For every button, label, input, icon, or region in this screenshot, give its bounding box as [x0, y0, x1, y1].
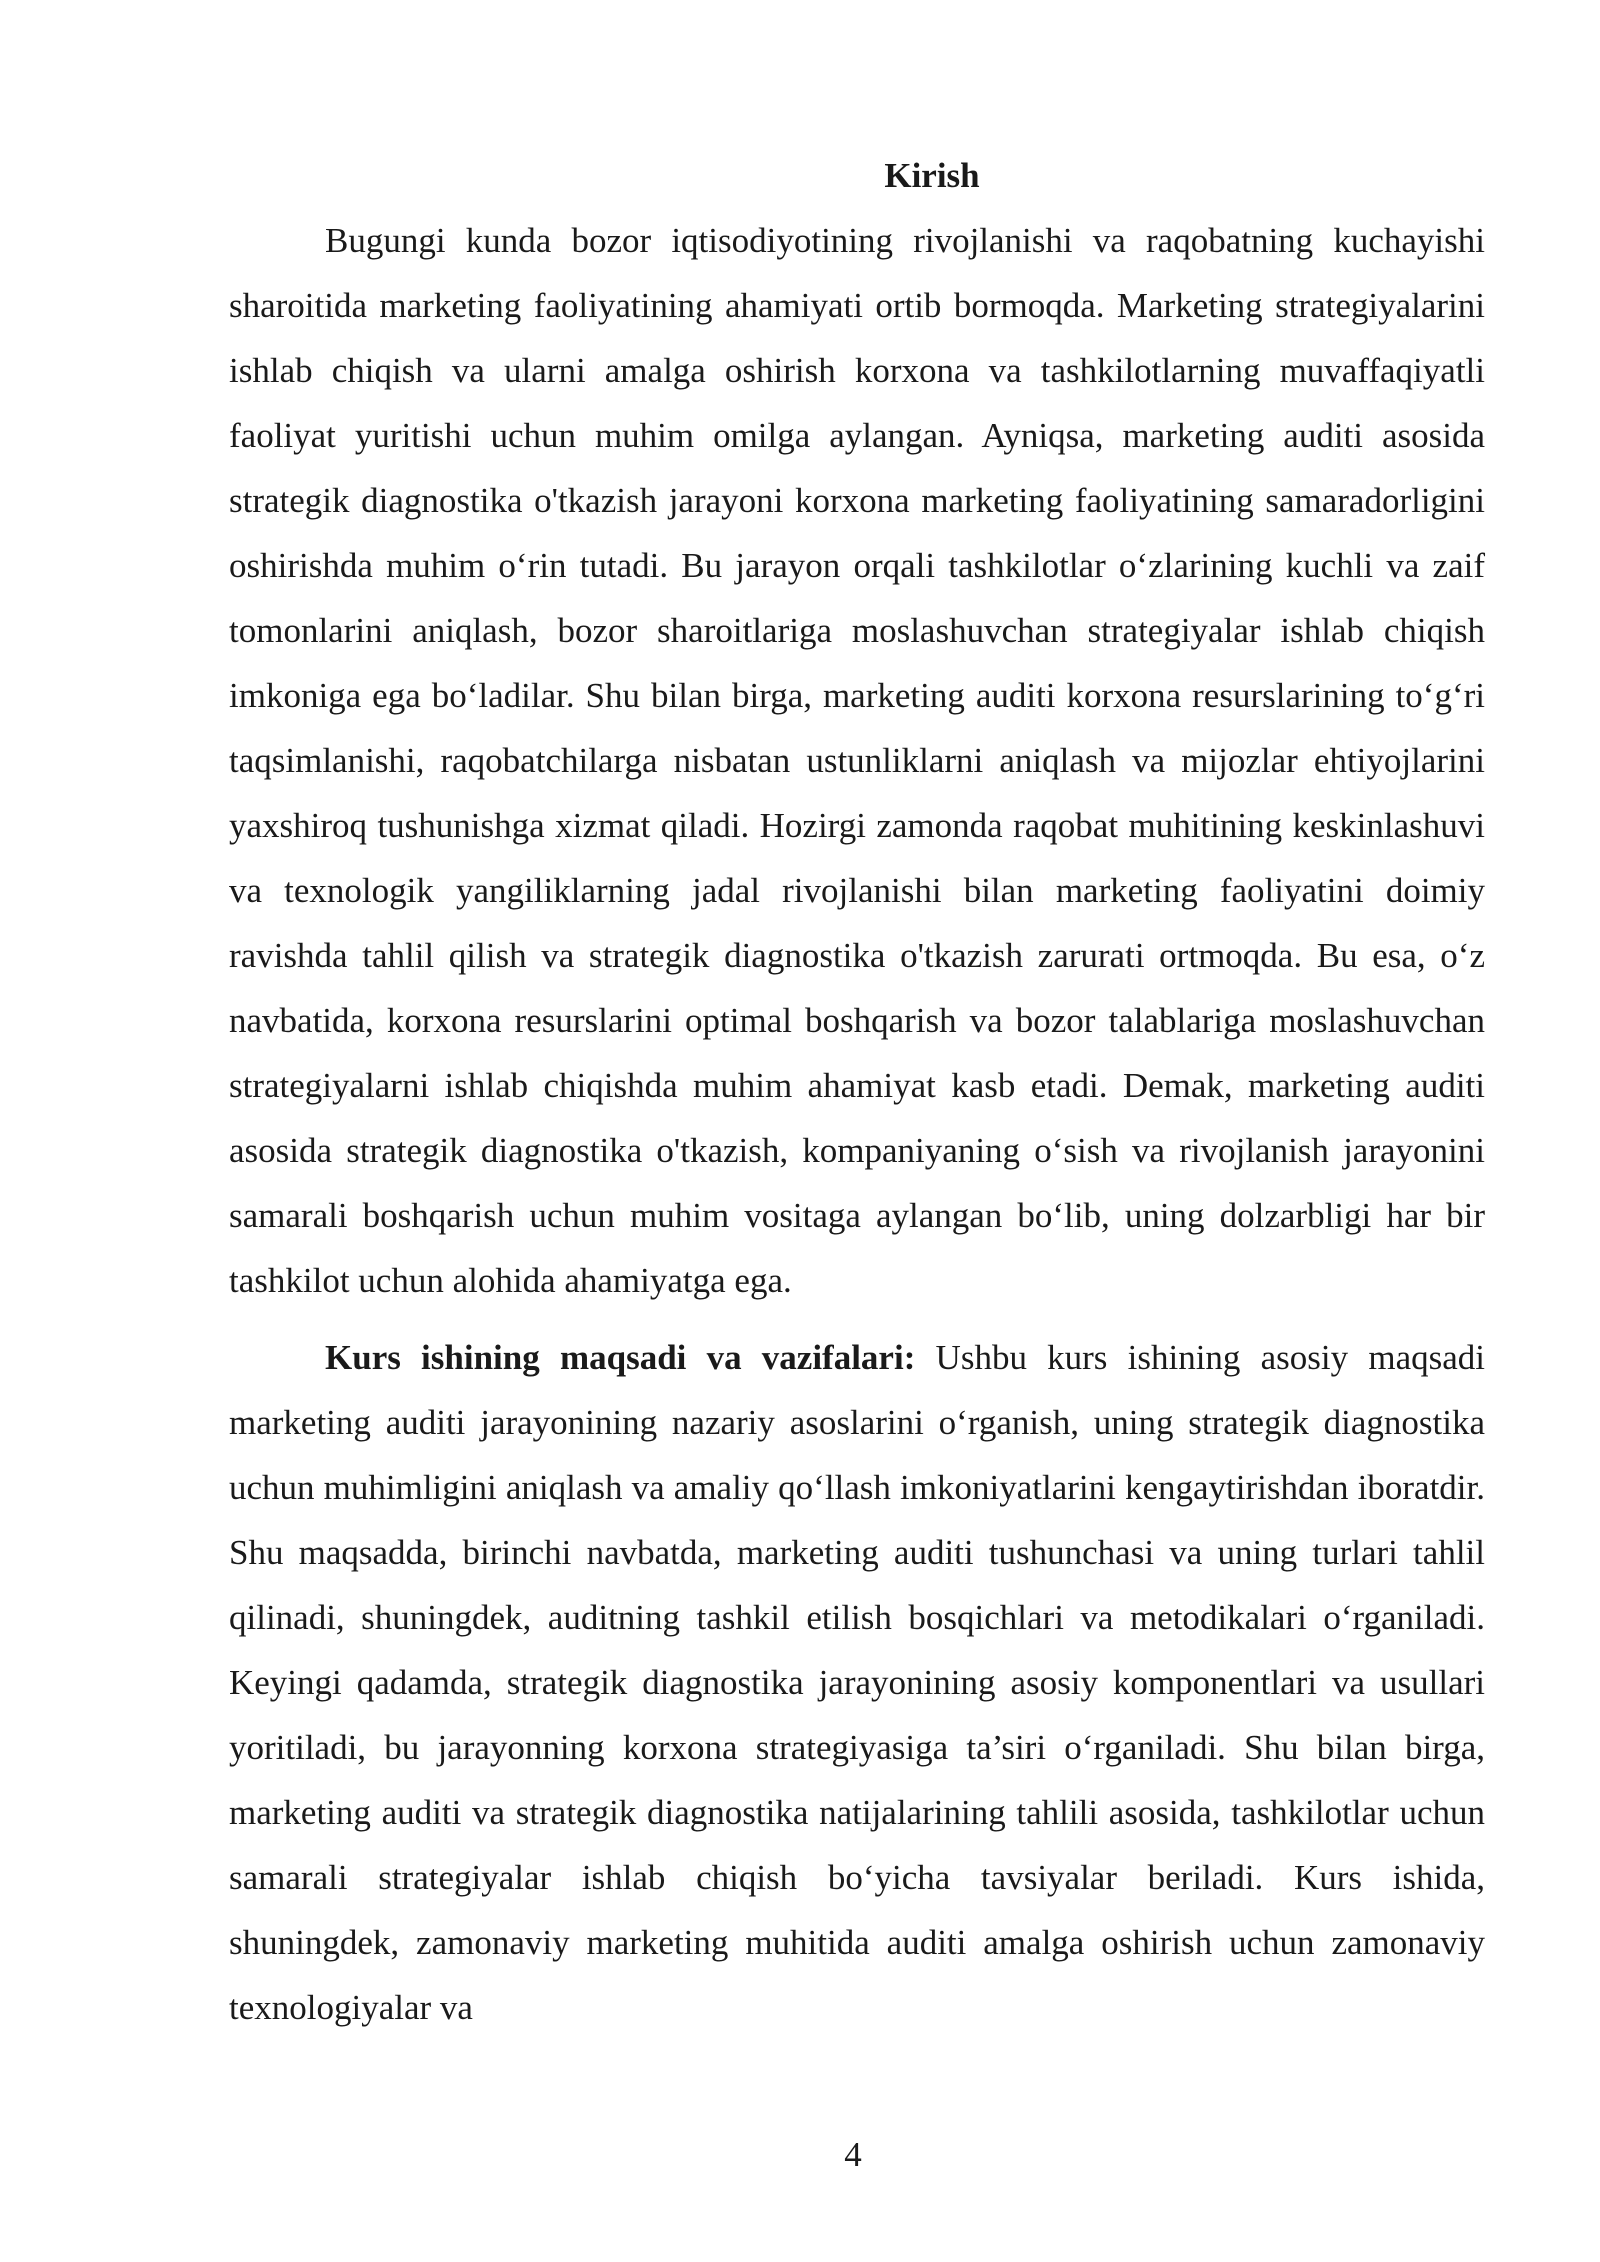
page-body — [229, 143, 1485, 2040]
section-heading: Kirish — [884, 156, 980, 195]
page-number: 4 — [844, 2135, 862, 2174]
paragraph-spacer — [229, 1313, 1485, 1325]
objectives-body: Ushbu kurs ishining asosiy maqsadi marketing auditi jarayonining nazariy asoslarini o‘rganish, uning strategik diagnostika uchun muhimligini aniqlash va amaliy qo‘llash imkoniyatlarini kengaytirishdan iboratdir. Shu maqsadda, birinchi navbatda, marketing auditi tushunchasi va uning turlari tahlil qilinadi, shuningdek, auditning tashkil etilish bosqichlari va metodikalari o‘rganiladi. Keyingi qadamda, strategik diagnostika jarayonining asosiy komponentlari va usullari yoritiladi, bu jarayonning korxona strategiyasiga ta’siri o‘rganiladi. Shu bilan birga, marketing auditi va strategik diagnostika natijalarining tahlili asosida, tashkilotlar uchun samarali strategiyalar ishlab chiqish bo‘yicha tavsiyalar beriladi. Kurs ishida, shuningdek, zamonaviy marketing muhitida auditi amalga oshirish uchun zamonaviy texnologiyalar va — [229, 1338, 1485, 2027]
introduction-paragraph: Bugungi kunda bozor iqtisodiyotining rivojlanishi va raqobatning kuchayishi sharoitida marketing faoliyatining ahamiyati ortib bormoqda. Marketing strategiyalarini ishlab chiqish va ularni amalga oshirish korxona va tashkilotlarning muvaffaqiyatli faoliyat yuritishi uchun muhim omilga aylangan. Ayniqsa, marketing auditi asosida strategik diagnostika o'tkazish jarayoni korxona marketing faoliyatining samaradorligini oshirishda muhim o‘rin tutadi. Bu jarayon orqali tashkilotlar o‘zlarining kuchli va zaif tomonlarini aniqlash, bozor sharoitlariga moslashuvchan strategiyalar ishlab chiqish imkoniga ega bo‘ladilar. Shu bilan birga, marketing auditi korxona resurslarining to‘g‘ri taqsimlanishi, raqobatchilarga nisbatan ustunliklarni aniqlash va mijozlar ehtiyojlarini yaxshiroq tushunishga xizmat qiladi. Hozirgi zamonda raqobat muhitining keskinlashuvi va texnologik yangiliklarning jadal rivojlanishi bilan marketing faoliyatini doimiy ravishda tahlil qilish va strategik diagnostika o'tkazish zarurati ortmoqda. Bu esa, o‘z navbatida, korxona resurslarini optimal boshqarish va bozor talablariga moslashuvchan strategiyalarni ishlab chiqishda muhim ahamiyat kasb etadi. Demak, marketing auditi asosida strategik diagnostika o'tkazish, kompaniyaning o‘sish va rivojlanish jarayonini samarali boshqarish uchun muhim vositaga aylangan bo‘lib, uning dolzarbligi har bir tashkilot uchun alohida ahamiyatga ega. — [229, 221, 1485, 1300]
objectives-paragraph — [229, 1325, 1485, 2040]
objectives-lead: Kurs ishining maqsadi va vazifalari: — [325, 1338, 916, 1377]
